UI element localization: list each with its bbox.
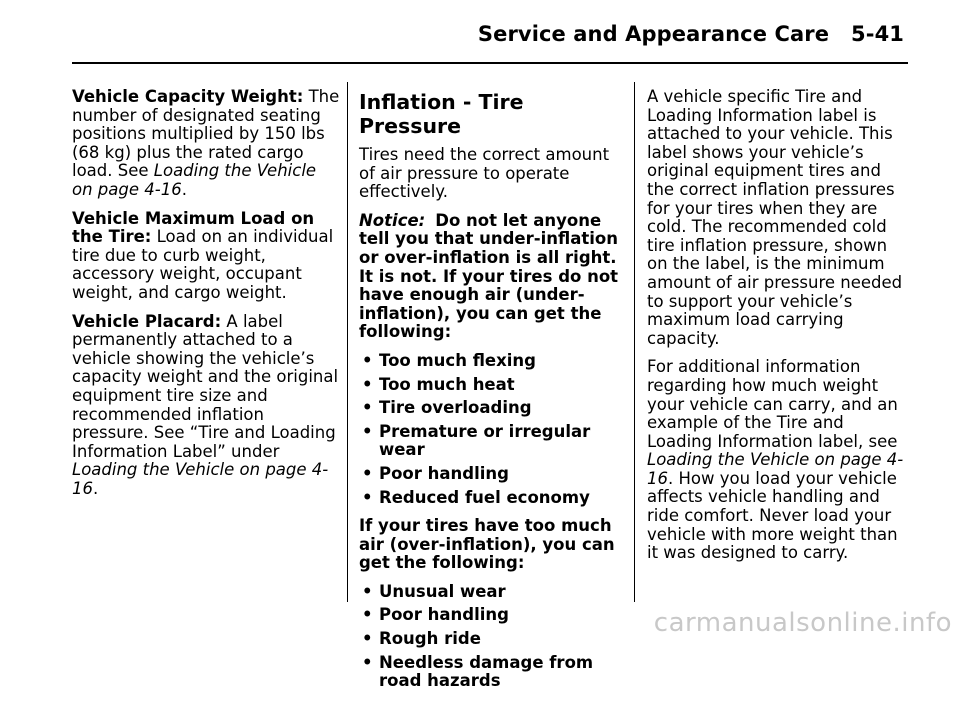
list-item-text: Premature or irregular wear [379,421,591,460]
list-item-text: Needless damage from road hazards [379,652,594,691]
section-heading: Inflation - Tire Pressure [359,90,524,138]
list-item-text: Unusual wear [379,581,506,601]
notice-label: Notice: [359,210,426,230]
list-item-text: Tire overloading [379,398,532,418]
list-item [359,352,624,371]
term: Vehicle Capacity Weight: [72,87,304,106]
definition-capacity-weight [72,88,340,200]
list-item-text: Too much flexing [379,350,536,370]
list-item-text: Rough ride [379,629,481,649]
list-item [359,423,624,460]
bullet-icon: • [362,398,373,418]
bullet-icon: • [362,421,373,441]
bullet-icon: • [362,652,373,672]
column-2 [359,88,624,701]
cross-reference-link[interactable]: Loading the Vehicle on page 4-16 [72,161,317,199]
cross-reference-link[interactable]: Loading the Vehicle on page 4-16 [647,450,904,488]
intro-paragraph: Tires need the correct amount of air pressure to operate effectively. [359,145,610,202]
paragraph-text: . How you load your vehicle affects vehicle handling and ride comfort. Never load your vehicle with more weight than it was designed to carry. [647,468,898,563]
definition-text: Load on an individual tire due to curb weight, accessory weight, occupant weight, and cargo weight. [72,227,334,302]
notice-paragraph [359,212,624,342]
over-inflation-paragraph: If your tires have too much air (over-inflation), you can get the following: [359,516,615,573]
additional-info-paragraph [647,358,912,563]
term: Vehicle Placard: [72,311,222,331]
notice-text: Do not let anyone tell you that under-inflation or over-inflation is all right. It is not. If your tires do not have enough air (under-inflation), you can get the following: [359,210,619,342]
bullet-icon: • [362,463,373,483]
watermark: carmanualsonline.info [653,608,952,638]
definition-text: The number of designated seating positions multiplied by 150 lbs (68 kg) plus the rated cargo load. See [72,87,340,181]
list-item [359,583,624,602]
term: Vehicle Maximum Load on the Tire: [72,208,315,247]
list-item-text: Reduced fuel economy [379,487,590,507]
list-item [359,465,624,484]
under-inflation-list [359,352,624,507]
bullet-icon: • [362,629,373,649]
paragraph-text: For additional information regarding how much weight your vehicle can carry, and an example of the Tire and Loading Information label, see [647,357,898,451]
header-rule [72,62,908,64]
list-item [359,606,624,625]
column-divider-2 [634,82,635,602]
column-divider-1 [347,82,348,602]
punctuation: . [93,478,99,498]
list-item [359,489,624,508]
cross-reference-link[interactable]: Loading the Vehicle on page 4-16 [72,460,329,498]
bullet-icon: • [362,605,373,625]
label-paragraph: A vehicle specific Tire and Loading Information label is attached to your vehicle. This label shows your vehicle’s original equipment tires and the correct inflation pressures for your tires when they are cold. The recommended cold tire inflation pressure, shown on the label, is the minimum amount of air pressure needed to support your vehicle’s maximum load carrying capacity. [647,87,903,348]
definition-placard [72,313,340,499]
list-item [359,399,624,418]
definition-text: A label permanently attached to a vehicle showing the vehicle’s capacity weight and the original equipment tire size and recommended inflation pressure. See “Tire and Loading Information Label” under [72,311,339,461]
list-item [359,654,624,691]
bullet-icon: • [362,374,373,394]
bullet-icon: • [362,487,373,507]
bullet-icon: • [362,350,373,370]
list-item-text: Poor handling [379,605,509,625]
list-item [359,376,624,395]
definition-max-load [72,210,340,303]
column-1 [72,88,340,508]
list-item [359,630,624,649]
punctuation: . [181,179,187,199]
running-header [478,22,904,46]
over-inflation-list [359,583,624,691]
list-item-text: Too much heat [379,374,515,394]
bullet-icon: • [362,581,373,601]
section-title: Service and Appearance Care [477,22,830,46]
list-item-text: Poor handling [379,463,509,483]
page-number: 5-41 [851,22,904,46]
column-3 [647,88,912,573]
